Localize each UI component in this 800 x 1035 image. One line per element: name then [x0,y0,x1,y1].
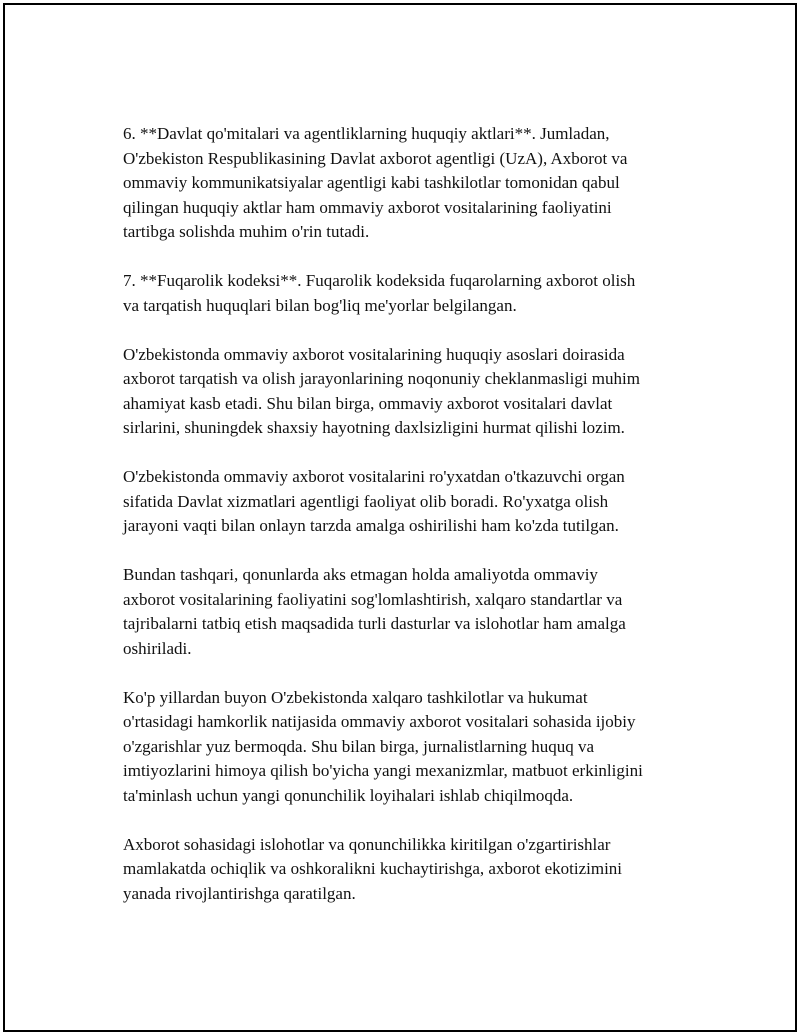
paragraph-line: o'zgarishlar yuz bermoqda. Shu bilan birga, jurnalistlarning huquq va [123,736,595,756]
paragraph-line: qilingan huquqiy aktlar ham ommaviy axborot vositalarining faoliyatini [123,197,612,217]
paragraph-line: tartibga solishda muhim o'rin tutadi. [123,222,370,241]
paragraph-line: va tarqatish huquqlari bilan bog'liq me'yorlar belgilangan. [123,295,517,315]
paragraph-line: o'rtasidagi hamkorlik natijasida ommaviy axborot vositalari sohasida ijobiy [123,712,636,731]
paragraph [123,686,698,809]
paragraph [123,563,698,661]
document-body [123,122,698,931]
paragraph-line: O'zbekistonda ommaviy axborot vositalarining huquqiy asoslari doirasida [123,344,625,364]
paragraph [123,343,698,441]
paragraph-line: ahamiyat kasb etadi. Shu bilan birga, ommaviy axborot vositalari davlat [123,393,613,413]
paragraph-line: oshiriladi. [123,638,192,658]
paragraph-line: 7. **Fuqarolik kodeksi**. Fuqarolik kodeksida fuqarolarning axborot olish [123,271,636,290]
paragraph-line: tajribalarni tatbiq etish maqsadida turli dasturlar va islohotlar ham amalga [123,614,626,633]
paragraph-line: axborot vositalarining faoliyatini sog'lomlashtirish, xalqaro standartlar va [123,589,623,609]
paragraph-line: jarayoni vaqti bilan onlayn tarzda amalga oshirilishi ham ko'zda tutilgan. [123,516,619,535]
paragraph-line: ta'minlash uchun yangi qonunchilik loyihalari ishlab chiqilmoqda. [123,785,574,805]
page-frame [3,3,797,1032]
paragraph-line: ommaviy kommunikatsiyalar agentligi kabi tashkilotlar tomonidan qabul [123,173,620,192]
paragraph-line: Bundan tashqari, qonunlarda aks etmagan holda amaliyotda ommaviy [123,565,598,584]
paragraph [123,269,698,318]
paragraph-line: Axborot sohasidagi islohotlar va qonunchilikka kiritilgan o'zgartirishlar [123,834,611,854]
paragraph-line: O'zbekistonda ommaviy axborot vositalarini ro'yxatdan o'tkazuvchi organ [123,467,625,486]
paragraph-line: sirlarini, shuningdek shaxsiy hayotning daxlsizligini hurmat qilishi lozim. [123,418,625,437]
paragraph-line: axborot tarqatish va olish jarayonlarining noqonuniy cheklanmasligi muhim [123,369,640,388]
paragraph [123,122,698,245]
paragraph-line: imtiyozlarini himoya qilish bo'yicha yangi mexanizmlar, matbuot erkinligini [123,761,643,780]
paragraph-line: sifatida Davlat xizmatlari agentligi faoliyat olib boradi. Ro'yxatga olish [123,491,609,511]
paragraph-line: yanada rivojlantirishga qaratilgan. [123,883,356,903]
paragraph [123,833,698,907]
paragraph-line: 6. **Davlat qo'mitalari va agentliklarning huquqiy aktlari**. Jumladan, [123,124,610,143]
paragraph [123,465,698,539]
paragraph-line: Ko'p yillardan buyon O'zbekistonda xalqaro tashkilotlar va hukumat [123,687,588,707]
paragraph-line: mamlakatda ochiqlik va oshkoralikni kuchaytirishga, axborot ekotizimini [123,859,623,878]
paragraph-line: O'zbekiston Respublikasining Davlat axborot agentligi (UzA), Axborot va [123,148,628,168]
